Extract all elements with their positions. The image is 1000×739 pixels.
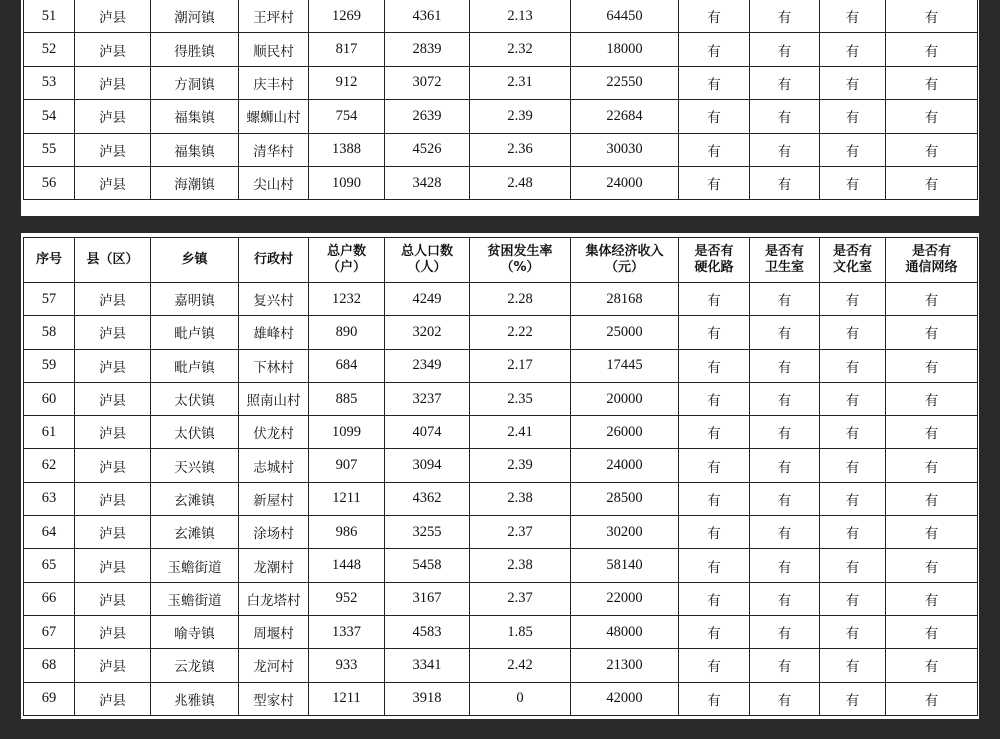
cell-collective-income: 30200 <box>571 516 679 549</box>
cell-population: 5458 <box>385 549 470 582</box>
cell-telecom: 有 <box>886 316 978 349</box>
cell-population: 3072 <box>385 66 470 99</box>
header-serial: 序号 <box>24 238 75 283</box>
cell-households: 1099 <box>309 416 385 449</box>
cell-population: 3341 <box>385 649 470 682</box>
cell-telecom: 有 <box>886 416 978 449</box>
cell-poverty-rate: 2.32 <box>470 33 571 66</box>
cell-serial: 55 <box>24 133 75 166</box>
cell-township: 玉蟾街道 <box>151 549 239 582</box>
cell-clinic: 有 <box>750 416 820 449</box>
cell-clinic: 有 <box>750 382 820 415</box>
table-row <box>24 649 978 682</box>
cell-county: 泸县 <box>75 100 151 133</box>
cell-hardened-road: 有 <box>679 416 750 449</box>
table-row <box>24 100 978 133</box>
cell-serial: 54 <box>24 100 75 133</box>
cell-collective-income: 20000 <box>571 382 679 415</box>
cell-village: 顺民村 <box>239 33 309 66</box>
cell-telecom: 有 <box>886 582 978 615</box>
cell-poverty-rate: 2.35 <box>470 382 571 415</box>
cell-clinic: 有 <box>750 349 820 382</box>
cell-county: 泸县 <box>75 416 151 449</box>
cell-county: 泸县 <box>75 449 151 482</box>
cell-population: 4362 <box>385 482 470 515</box>
cell-population: 3255 <box>385 516 470 549</box>
cell-serial: 58 <box>24 316 75 349</box>
cell-collective-income: 21300 <box>571 649 679 682</box>
cell-collective-income: 18000 <box>571 33 679 66</box>
cell-county: 泸县 <box>75 516 151 549</box>
cell-county: 泸县 <box>75 682 151 715</box>
cell-clinic: 有 <box>750 482 820 515</box>
cell-collective-income: 17445 <box>571 349 679 382</box>
cell-telecom: 有 <box>886 516 978 549</box>
cell-hardened-road: 有 <box>679 283 750 316</box>
cell-township: 玄滩镇 <box>151 516 239 549</box>
cell-poverty-rate: 0 <box>470 682 571 715</box>
cell-village: 涂场村 <box>239 516 309 549</box>
page-bottom <box>21 233 979 719</box>
cell-village: 雄峰村 <box>239 316 309 349</box>
cell-poverty-rate: 2.48 <box>470 166 571 199</box>
table-header-row <box>24 238 978 283</box>
cell-households: 1211 <box>309 682 385 715</box>
cell-township: 玄滩镇 <box>151 482 239 515</box>
cell-population: 4249 <box>385 283 470 316</box>
cell-township: 太伏镇 <box>151 416 239 449</box>
table-row <box>24 549 978 582</box>
cell-poverty-rate: 2.31 <box>470 66 571 99</box>
cell-clinic: 有 <box>750 0 820 33</box>
cell-hardened-road: 有 <box>679 349 750 382</box>
cell-poverty-rate: 2.13 <box>470 0 571 33</box>
cell-poverty-rate: 2.28 <box>470 283 571 316</box>
cell-culture-room: 有 <box>820 33 886 66</box>
cell-serial: 60 <box>24 382 75 415</box>
cell-collective-income: 24000 <box>571 449 679 482</box>
cell-serial: 65 <box>24 549 75 582</box>
cell-culture-room: 有 <box>820 349 886 382</box>
cell-village: 型家村 <box>239 682 309 715</box>
table-row <box>24 516 978 549</box>
cell-telecom: 有 <box>886 100 978 133</box>
cell-culture-room: 有 <box>820 66 886 99</box>
cell-collective-income: 48000 <box>571 615 679 648</box>
cell-households: 1448 <box>309 549 385 582</box>
village-table-top <box>23 0 978 200</box>
table-row <box>24 349 978 382</box>
cell-county: 泸县 <box>75 382 151 415</box>
cell-township: 云龙镇 <box>151 649 239 682</box>
header-village: 行政村 <box>239 238 309 283</box>
cell-hardened-road: 有 <box>679 0 750 33</box>
cell-hardened-road: 有 <box>679 649 750 682</box>
cell-households: 952 <box>309 582 385 615</box>
cell-township: 喻寺镇 <box>151 615 239 648</box>
cell-population: 3094 <box>385 449 470 482</box>
cell-township: 嘉明镇 <box>151 283 239 316</box>
cell-clinic: 有 <box>750 582 820 615</box>
cell-telecom: 有 <box>886 615 978 648</box>
table-row <box>24 283 978 316</box>
cell-county: 泸县 <box>75 482 151 515</box>
cell-township: 兆雅镇 <box>151 682 239 715</box>
cell-hardened-road: 有 <box>679 66 750 99</box>
cell-county: 泸县 <box>75 349 151 382</box>
header-clinic: 是否有 卫生室 <box>750 238 820 283</box>
cell-hardened-road: 有 <box>679 100 750 133</box>
cell-households: 1211 <box>309 482 385 515</box>
cell-households: 933 <box>309 649 385 682</box>
cell-households: 912 <box>309 66 385 99</box>
cell-serial: 56 <box>24 166 75 199</box>
cell-collective-income: 22000 <box>571 582 679 615</box>
cell-clinic: 有 <box>750 66 820 99</box>
cell-telecom: 有 <box>886 283 978 316</box>
cell-poverty-rate: 2.38 <box>470 482 571 515</box>
cell-hardened-road: 有 <box>679 166 750 199</box>
cell-hardened-road: 有 <box>679 449 750 482</box>
cell-households: 986 <box>309 516 385 549</box>
cell-culture-room: 有 <box>820 582 886 615</box>
cell-culture-room: 有 <box>820 482 886 515</box>
table-top-body <box>24 0 978 200</box>
cell-culture-room: 有 <box>820 382 886 415</box>
cell-culture-room: 有 <box>820 166 886 199</box>
cell-telecom: 有 <box>886 349 978 382</box>
cell-village: 清华村 <box>239 133 309 166</box>
cell-culture-room: 有 <box>820 649 886 682</box>
cell-serial: 51 <box>24 0 75 33</box>
cell-collective-income: 24000 <box>571 166 679 199</box>
cell-township: 天兴镇 <box>151 449 239 482</box>
cell-county: 泸县 <box>75 33 151 66</box>
cell-households: 1090 <box>309 166 385 199</box>
cell-households: 684 <box>309 349 385 382</box>
cell-collective-income: 28168 <box>571 283 679 316</box>
cell-population: 3428 <box>385 166 470 199</box>
cell-telecom: 有 <box>886 133 978 166</box>
cell-hardened-road: 有 <box>679 382 750 415</box>
header-culture-room: 是否有 文化室 <box>820 238 886 283</box>
cell-county: 泸县 <box>75 549 151 582</box>
cell-hardened-road: 有 <box>679 549 750 582</box>
table-row <box>24 482 978 515</box>
cell-collective-income: 25000 <box>571 316 679 349</box>
cell-village: 复兴村 <box>239 283 309 316</box>
table-row <box>24 66 978 99</box>
cell-collective-income: 22684 <box>571 100 679 133</box>
cell-telecom: 有 <box>886 549 978 582</box>
cell-collective-income: 28500 <box>571 482 679 515</box>
table-row <box>24 416 978 449</box>
cell-population: 4361 <box>385 0 470 33</box>
cell-township: 太伏镇 <box>151 382 239 415</box>
cell-culture-room: 有 <box>820 133 886 166</box>
cell-township: 福集镇 <box>151 100 239 133</box>
cell-population: 3202 <box>385 316 470 349</box>
table-row <box>24 582 978 615</box>
cell-village: 照南山村 <box>239 382 309 415</box>
cell-telecom: 有 <box>886 33 978 66</box>
header-township: 乡镇 <box>151 238 239 283</box>
cell-township: 毗卢镇 <box>151 316 239 349</box>
cell-serial: 69 <box>24 682 75 715</box>
cell-poverty-rate: 2.37 <box>470 516 571 549</box>
cell-population: 3237 <box>385 382 470 415</box>
cell-poverty-rate: 2.37 <box>470 582 571 615</box>
cell-culture-room: 有 <box>820 416 886 449</box>
cell-culture-room: 有 <box>820 283 886 316</box>
cell-telecom: 有 <box>886 682 978 715</box>
cell-clinic: 有 <box>750 316 820 349</box>
cell-village: 螺蛳山村 <box>239 100 309 133</box>
cell-county: 泸县 <box>75 66 151 99</box>
cell-population: 2639 <box>385 100 470 133</box>
cell-county: 泸县 <box>75 615 151 648</box>
cell-households: 1337 <box>309 615 385 648</box>
cell-clinic: 有 <box>750 100 820 133</box>
cell-culture-room: 有 <box>820 100 886 133</box>
cell-households: 885 <box>309 382 385 415</box>
cell-poverty-rate: 1.85 <box>470 615 571 648</box>
cell-village: 白龙塔村 <box>239 582 309 615</box>
header-poverty-rate: 贫困发生率 （%） <box>470 238 571 283</box>
cell-township: 潮河镇 <box>151 0 239 33</box>
cell-clinic: 有 <box>750 516 820 549</box>
cell-village: 下林村 <box>239 349 309 382</box>
header-collective-income: 集体经济收入 （元） <box>571 238 679 283</box>
cell-clinic: 有 <box>750 649 820 682</box>
table-row <box>24 166 978 199</box>
table-row <box>24 382 978 415</box>
header-hardened-road: 是否有 硬化路 <box>679 238 750 283</box>
cell-households: 890 <box>309 316 385 349</box>
cell-poverty-rate: 2.41 <box>470 416 571 449</box>
cell-township: 毗卢镇 <box>151 349 239 382</box>
cell-culture-room: 有 <box>820 549 886 582</box>
cell-county: 泸县 <box>75 649 151 682</box>
cell-collective-income: 22550 <box>571 66 679 99</box>
cell-serial: 64 <box>24 516 75 549</box>
cell-serial: 67 <box>24 615 75 648</box>
cell-culture-room: 有 <box>820 449 886 482</box>
cell-township: 玉蟾街道 <box>151 582 239 615</box>
cell-population: 2839 <box>385 33 470 66</box>
cell-collective-income: 26000 <box>571 416 679 449</box>
header-telecom: 是否有 通信网络 <box>886 238 978 283</box>
cell-population: 4526 <box>385 133 470 166</box>
cell-clinic: 有 <box>750 133 820 166</box>
cell-serial: 52 <box>24 33 75 66</box>
table-row <box>24 133 978 166</box>
cell-households: 907 <box>309 449 385 482</box>
cell-village: 尖山村 <box>239 166 309 199</box>
cell-poverty-rate: 2.42 <box>470 649 571 682</box>
cell-households: 1232 <box>309 283 385 316</box>
cell-clinic: 有 <box>750 682 820 715</box>
cell-collective-income: 42000 <box>571 682 679 715</box>
cell-households: 1388 <box>309 133 385 166</box>
cell-telecom: 有 <box>886 166 978 199</box>
cell-serial: 68 <box>24 649 75 682</box>
cell-hardened-road: 有 <box>679 615 750 648</box>
header-households: 总户数 （户） <box>309 238 385 283</box>
table-row <box>24 316 978 349</box>
cell-clinic: 有 <box>750 166 820 199</box>
cell-clinic: 有 <box>750 549 820 582</box>
page-top <box>21 0 979 216</box>
table-bottom-body <box>24 283 978 716</box>
cell-hardened-road: 有 <box>679 482 750 515</box>
cell-county: 泸县 <box>75 0 151 33</box>
cell-poverty-rate: 2.38 <box>470 549 571 582</box>
cell-poverty-rate: 2.17 <box>470 349 571 382</box>
table-row <box>24 449 978 482</box>
cell-telecom: 有 <box>886 482 978 515</box>
cell-households: 754 <box>309 100 385 133</box>
cell-county: 泸县 <box>75 166 151 199</box>
cell-serial: 53 <box>24 66 75 99</box>
cell-population: 4583 <box>385 615 470 648</box>
cell-township: 福集镇 <box>151 133 239 166</box>
cell-serial: 63 <box>24 482 75 515</box>
cell-poverty-rate: 2.39 <box>470 449 571 482</box>
cell-telecom: 有 <box>886 649 978 682</box>
cell-village: 周堰村 <box>239 615 309 648</box>
cell-collective-income: 58140 <box>571 549 679 582</box>
header-population: 总人口数 （人） <box>385 238 470 283</box>
cell-village: 龙潮村 <box>239 549 309 582</box>
cell-county: 泸县 <box>75 316 151 349</box>
cell-county: 泸县 <box>75 133 151 166</box>
cell-poverty-rate: 2.39 <box>470 100 571 133</box>
cell-culture-room: 有 <box>820 0 886 33</box>
cell-clinic: 有 <box>750 283 820 316</box>
cell-township: 得胜镇 <box>151 33 239 66</box>
cell-households: 817 <box>309 33 385 66</box>
cell-culture-room: 有 <box>820 682 886 715</box>
cell-township: 海潮镇 <box>151 166 239 199</box>
cell-poverty-rate: 2.36 <box>470 133 571 166</box>
cell-hardened-road: 有 <box>679 582 750 615</box>
village-table-bottom <box>23 237 978 716</box>
cell-hardened-road: 有 <box>679 33 750 66</box>
cell-village: 庆丰村 <box>239 66 309 99</box>
table-row <box>24 682 978 715</box>
cell-clinic: 有 <box>750 449 820 482</box>
cell-serial: 59 <box>24 349 75 382</box>
cell-telecom: 有 <box>886 382 978 415</box>
cell-hardened-road: 有 <box>679 516 750 549</box>
cell-collective-income: 64450 <box>571 0 679 33</box>
cell-culture-room: 有 <box>820 316 886 349</box>
cell-telecom: 有 <box>886 66 978 99</box>
cell-poverty-rate: 2.22 <box>470 316 571 349</box>
table-row <box>24 0 978 33</box>
cell-village: 龙河村 <box>239 649 309 682</box>
cell-clinic: 有 <box>750 615 820 648</box>
header-county: 县（区） <box>75 238 151 283</box>
cell-culture-room: 有 <box>820 615 886 648</box>
cell-population: 3918 <box>385 682 470 715</box>
cell-population: 2349 <box>385 349 470 382</box>
cell-telecom: 有 <box>886 0 978 33</box>
cell-county: 泸县 <box>75 582 151 615</box>
cell-village: 王坪村 <box>239 0 309 33</box>
cell-township: 方洞镇 <box>151 66 239 99</box>
cell-population: 3167 <box>385 582 470 615</box>
cell-hardened-road: 有 <box>679 682 750 715</box>
cell-collective-income: 30030 <box>571 133 679 166</box>
cell-culture-room: 有 <box>820 516 886 549</box>
cell-telecom: 有 <box>886 449 978 482</box>
cell-households: 1269 <box>309 0 385 33</box>
table-row <box>24 33 978 66</box>
cell-hardened-road: 有 <box>679 133 750 166</box>
table-row <box>24 615 978 648</box>
cell-village: 伏龙村 <box>239 416 309 449</box>
cell-village: 志城村 <box>239 449 309 482</box>
cell-clinic: 有 <box>750 33 820 66</box>
cell-village: 新屋村 <box>239 482 309 515</box>
cell-serial: 57 <box>24 283 75 316</box>
cell-serial: 66 <box>24 582 75 615</box>
cell-county: 泸县 <box>75 283 151 316</box>
cell-serial: 61 <box>24 416 75 449</box>
cell-serial: 62 <box>24 449 75 482</box>
cell-hardened-road: 有 <box>679 316 750 349</box>
cell-population: 4074 <box>385 416 470 449</box>
